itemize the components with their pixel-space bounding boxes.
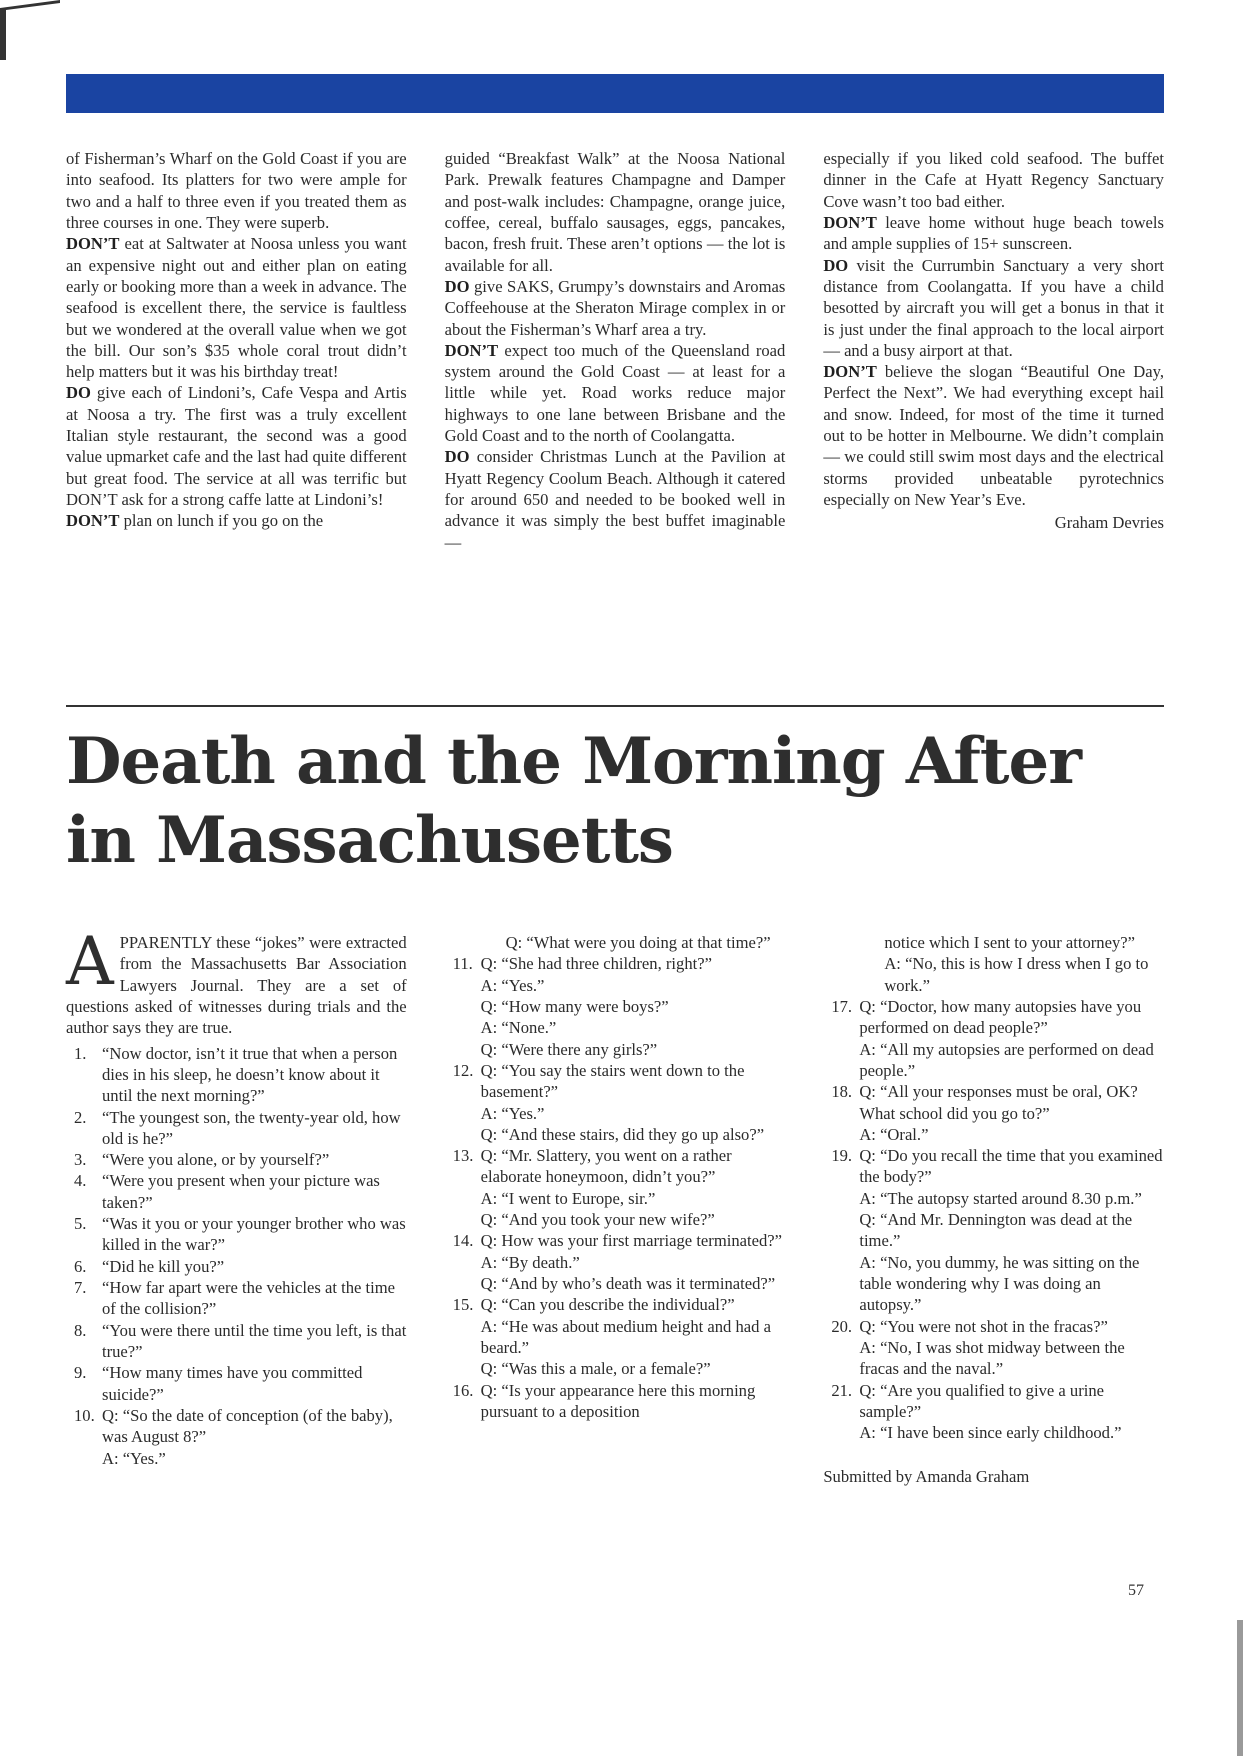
item-number: 11. [452, 954, 473, 974]
item-line: Q: “Are you qualified to give a urine sample?” [859, 1380, 1105, 1421]
paragraph [66, 148, 407, 233]
item-line: A: “Yes.” [102, 1448, 166, 1468]
question-list [823, 996, 1164, 1444]
item-number: 10. [74, 1405, 95, 1425]
paragraph [66, 233, 407, 382]
item-number: 13. [452, 1146, 474, 1166]
author-byline: Graham Devries [1054, 513, 1164, 533]
item-line: “How many times have you committed suicide?” [102, 1363, 363, 1404]
question-item [823, 1380, 1164, 1444]
question-list [445, 953, 786, 1422]
question-item [66, 1213, 407, 1256]
upper-column [445, 148, 786, 553]
item-line: Q: “Can you describe the individual?” [480, 1295, 735, 1315]
item-line: Q: “And you took your new wife?” [480, 1210, 715, 1230]
paragraph-text: plan on lunch if you go on the [119, 511, 324, 531]
item-line: A: “I have been since early childhood.” [859, 1423, 1122, 1443]
item-line: “Did he kill you?” [102, 1256, 225, 1276]
item-line: Q: How was your first marriage terminated?” [480, 1231, 783, 1251]
item-line: Q: “And by who’s death was it terminated?” [480, 1274, 776, 1293]
item-line: Q: “And Mr. Dennington was dead at the time.” [859, 1210, 1133, 1251]
question-item [823, 996, 1164, 1081]
item-line: Q: “Were there any girls?” [480, 1039, 658, 1059]
item-line: “Was it you or your younger brother who was killed in the war?” [102, 1214, 406, 1255]
keyword-label: DON’T [823, 212, 877, 232]
item-line: Q: “All your responses must be oral, OK? What school did you go to?” [859, 1082, 1138, 1123]
item-line: Q: “Was this a male, or a female?” [480, 1359, 711, 1379]
keyword-label: DO [444, 276, 470, 296]
article-column-3 [823, 932, 1164, 1487]
section-divider [66, 705, 1164, 707]
paragraph-text: consider Christmas Lunch at the Pavilion at Hyatt Regency Coolum Beach. Although it catered for around 650 and needed to be booked well in advance it was simply the best buffet imaginable — [444, 447, 786, 552]
question-item [66, 1149, 407, 1170]
page-number: 57 [1128, 1582, 1144, 1599]
item-line: Q: “How many were boys?” [480, 996, 669, 1016]
article-column-2 [445, 932, 786, 1487]
question-item [66, 1170, 407, 1213]
item-line: A: “No, you dummy, he was sitting on the table wondering why I was doing an autopsy.” [859, 1252, 1140, 1315]
item-line: A: “I went to Europe, sir.” [480, 1188, 656, 1208]
paragraph-text: eat at Saltwater at Noosa unless you want an expensive night out and either plan on eating early or booking more than a week in advance. The seafood is excellent there, the service is faultless but we wondered at the overall value when we got the bill. Our son’s $35 whole coral trout didn’t help matters but it was his birthday treat! [66, 234, 407, 382]
item-line: “Were you alone, or by yourself?” [102, 1150, 330, 1170]
question-item [66, 1405, 407, 1469]
question-item [66, 1320, 407, 1363]
item-line: Q: “You were not shot in the fracas?” [859, 1316, 1108, 1336]
item-line: “How far apart were the vehicles at the time of the collision?” [102, 1278, 396, 1319]
keyword-label: DO [823, 255, 849, 275]
item-line: Q: “She had three children, right?” [480, 954, 712, 974]
question-item [66, 1107, 407, 1150]
item-line: Q: “What were you doing at that time?” [505, 933, 771, 952]
item-number: 9. [74, 1363, 87, 1383]
item-line: Q: “And these stairs, did they go up also?” [480, 1124, 765, 1144]
corner-crop-mark [0, 0, 60, 60]
question-item [66, 1362, 407, 1405]
item-line: Q: “Do you recall the time that you examined the body?” [859, 1146, 1163, 1187]
article-column-1 [66, 923, 407, 1487]
paragraph-text: visit the Currumbin Sanctuary a very short distance from Coolangatta. If you have a child besotted by aircraft you will get a bonus in that it is just under the final approach to the local airport — and a busy airport at that. [823, 255, 1164, 360]
item-number: 12. [452, 1060, 474, 1080]
drop-cap: A [66, 923, 114, 1000]
item-number: 5. [74, 1214, 87, 1234]
question-item [445, 1294, 786, 1379]
item-number: 8. [74, 1320, 87, 1340]
item-line: “Were you present when your picture was taken?” [102, 1171, 380, 1212]
item-line: Q: “Doctor, how many autopsies have you performed on dead people?” [859, 996, 1142, 1038]
item-number: 7. [74, 1278, 87, 1297]
question-item [66, 1277, 407, 1320]
upper-column [66, 148, 407, 553]
item-line: A: “He was about medium height and had a beard.” [480, 1316, 771, 1357]
paragraph-text: give each of Lindoni’s, Cafe Vespa and Artis at Noosa a try. The first was a truly excellent Italian style restaurant, the second was a good value upmarket cafe and the last had quite different but great food. The service at all was terrific but DON’T ask for a strong caffe latte at Lindoni’s! [66, 383, 407, 509]
item-line: notice which I sent to your attorney?” [884, 933, 1135, 952]
question-item [445, 1230, 786, 1294]
paragraph [823, 148, 1164, 212]
item-line: A: “By death.” [480, 1252, 580, 1272]
paragraph-text: give SAKS, Grumpy’s downstairs and Aromas Coffeehouse at the Sheraton Mirage complex in or about the Fisherman’s Wharf area a try. [444, 276, 786, 339]
item-number: 2. [74, 1107, 87, 1127]
paragraph [445, 340, 786, 447]
paragraph-text: expect too much of the Queensland road system around the Gold Coast — at least for a little while yet. Road works reduce major highways to one lane between Brisbane and the Gold Coast and to the north of Coolangatta. [444, 340, 786, 446]
paragraph-text: of Fisherman’s Wharf on the Gold Coast if you are into seafood. Its platters for two were ample for two and a half to three even if you treated them as three courses in one. They were superb. [66, 149, 407, 232]
item-line: Q: “You say the stairs went down to the basement?” [480, 1060, 745, 1102]
continued-item [445, 932, 786, 953]
keyword-label: DO [66, 383, 91, 403]
item-line: A: “Oral.” [859, 1124, 929, 1144]
question-item [823, 1145, 1164, 1316]
keyword-label: DO [444, 447, 470, 467]
item-line: A: “Yes.” [480, 975, 545, 995]
question-item [445, 953, 786, 1060]
keyword-label: DON’T [823, 362, 877, 382]
keyword-label: DON’T [66, 234, 120, 254]
item-number: 15. [452, 1295, 474, 1315]
item-number: 14. [452, 1231, 474, 1251]
paragraph [823, 255, 1164, 362]
item-number: 17. [831, 996, 853, 1016]
continued-item [823, 932, 1164, 996]
paragraph [823, 212, 1164, 255]
article-headline: Death and the Morning After in Massachusetts [66, 724, 1081, 878]
intro-text: PPARENTLY these “jokes” were extracted from the Massachusetts Bar Association Lawyers Journal. They are a set of questions asked of witnesses during trials and the author says they are true. [66, 933, 407, 1038]
question-item [445, 1145, 786, 1230]
paragraph [445, 276, 786, 340]
question-item [66, 1043, 407, 1107]
paragraph [823, 361, 1164, 510]
item-line: A: “None.” [480, 1018, 557, 1038]
page-edge-shadow [1237, 1620, 1243, 1756]
item-line: “Now doctor, isn’t it true that when a person dies in his sleep, he doesn’t know about it until the next morning?” [102, 1043, 398, 1106]
item-line: A: “No, this is how I dress when I go to work.” [884, 954, 1149, 995]
item-line: A: “No, I was shot midway between the fracas and the naval.” [859, 1337, 1125, 1379]
item-number: 19. [831, 1146, 853, 1166]
question-item [823, 1316, 1164, 1380]
question-item [823, 1081, 1164, 1145]
intro-paragraph [66, 923, 407, 1039]
paragraph [445, 446, 786, 553]
paragraph-text: guided “Breakfast Walk” at the Noosa National Park. Prewalk features Champagne and Damper and post-walk includes: Champagne, orange juice, coffee, cereal, buffalo sausages, eggs, pancakes, bacon, fresh fruit. These aren’t options — the lot is available for all. [444, 149, 786, 275]
question-list [66, 1043, 407, 1469]
item-number: 16. [452, 1380, 474, 1400]
paragraph-text: especially if you liked cold seafood. The buffet dinner in the Cafe at Hyatt Regency Sanctuary Cove wasn’t too bad either. [823, 149, 1164, 211]
submitted-by: Submitted by Amanda Graham [823, 1466, 1030, 1486]
item-number: 18. [831, 1082, 853, 1102]
question-item [445, 1380, 786, 1423]
keyword-label: DON’T [66, 511, 120, 531]
paragraph [66, 510, 407, 531]
item-number: 6. [74, 1256, 87, 1276]
jokes-article [66, 923, 1164, 1487]
question-item [66, 1256, 407, 1277]
item-line: Q: “Mr. Slattery, you went on a rather elaborate honeymoon, didn’t you?” [480, 1146, 732, 1187]
item-number: 4. [74, 1171, 87, 1191]
header-color-band [66, 74, 1164, 113]
item-number: 1. [74, 1043, 87, 1063]
keyword-label: DON’T [444, 340, 499, 360]
paragraph [445, 148, 786, 276]
paragraph-text: believe the slogan “Beautiful One Day, Perfect the Next”. We had everything except hail and snow. Indeed, for most of the time it turned out to be hotter in Melbourne. We didn’t complain — we could still swim most days and the electrical storms provided unbeatable pyrotechnics especially on New Year’s Eve. [823, 362, 1164, 509]
continued-article [66, 148, 1164, 553]
item-number: 3. [74, 1150, 87, 1170]
item-line: A: “Yes.” [480, 1103, 545, 1123]
item-line: Q: “So the date of conception (of the baby), was August 8?” [102, 1405, 393, 1447]
upper-column [823, 148, 1164, 553]
paragraph-text: leave home without huge beach towels and ample supplies of 15+ sunscreen. [823, 212, 1164, 254]
item-line: A: “All my autopsies are performed on dead people.” [859, 1039, 1154, 1080]
item-line: “You were there until the time you left, is that true?” [102, 1320, 407, 1361]
question-item [445, 1060, 786, 1145]
item-line: A: “The autopsy started around 8.30 p.m.” [859, 1188, 1142, 1208]
item-line: “The youngest son, the twenty-year old, how old is he?” [102, 1107, 401, 1148]
item-number: 21. [831, 1380, 853, 1400]
item-number: 20. [831, 1316, 853, 1336]
paragraph [66, 382, 407, 510]
item-line: Q: “Is your appearance here this morning pursuant to a deposition [480, 1380, 756, 1421]
